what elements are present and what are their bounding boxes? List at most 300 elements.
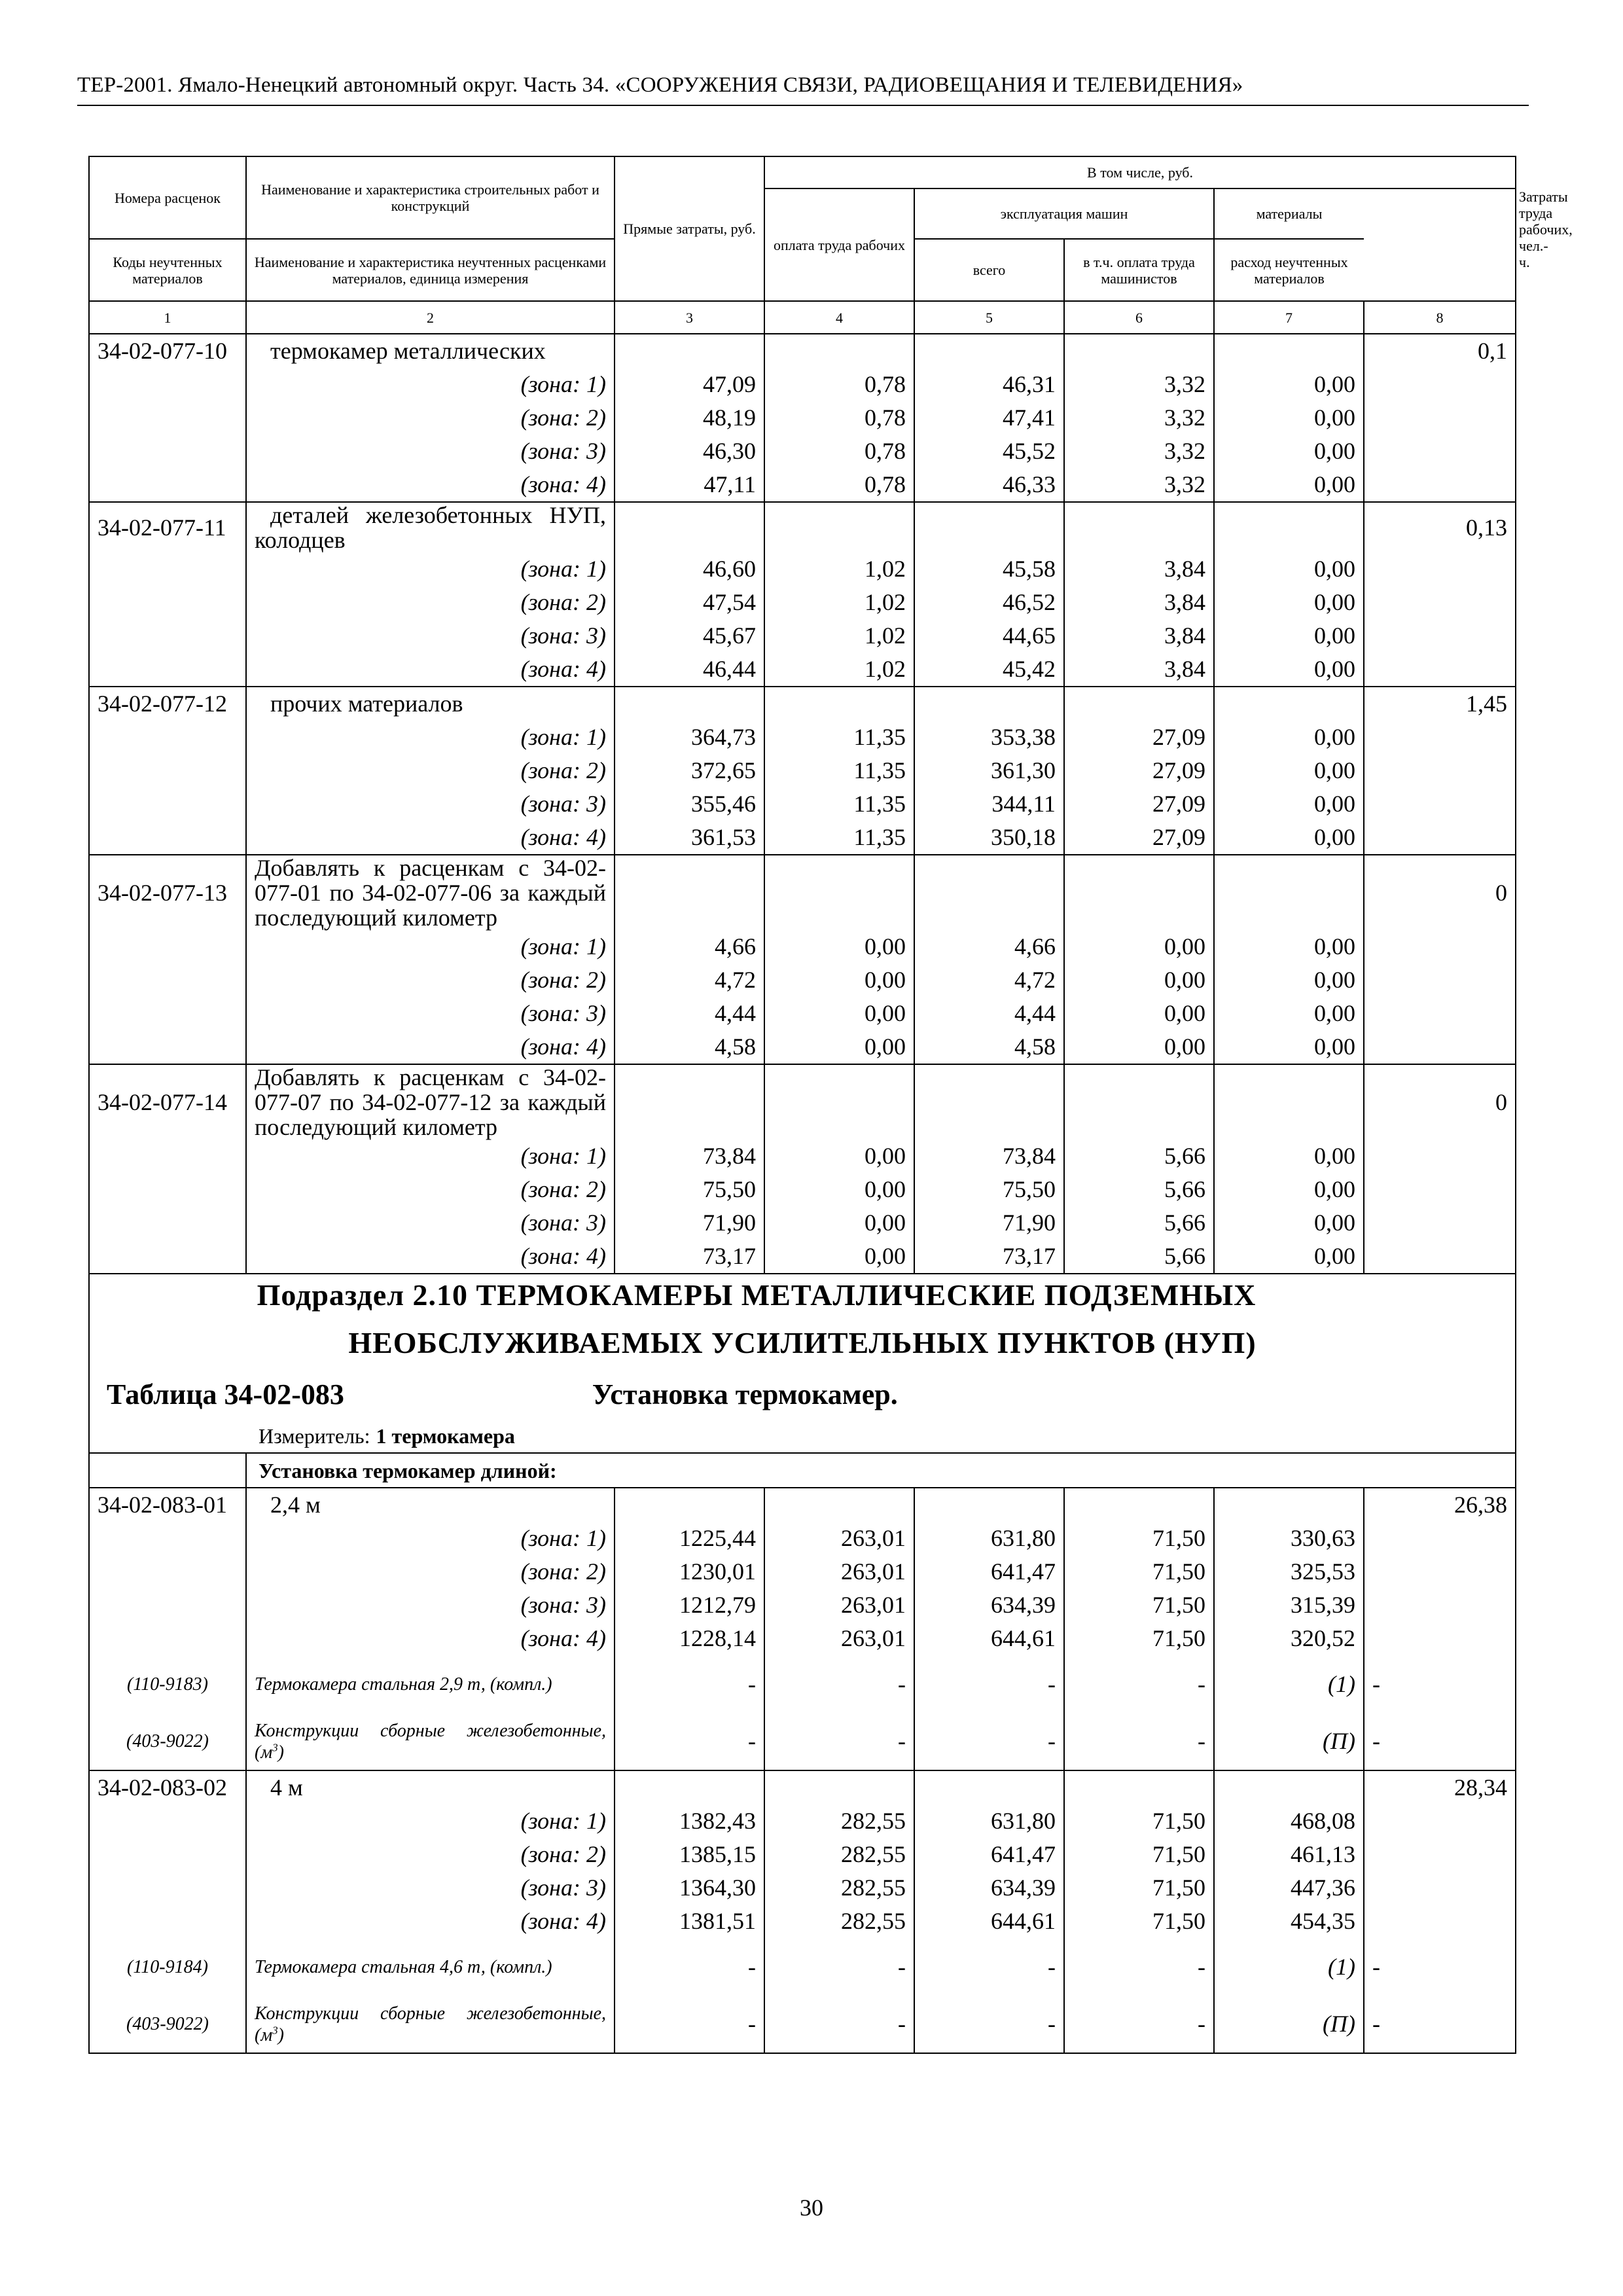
material-name <box>246 1938 615 1996</box>
unaccounted-material-row <box>89 1655 1516 1713</box>
zone-label: (зона: 1) <box>246 721 615 754</box>
zone-row <box>89 754 1516 787</box>
rate-row <box>89 334 1516 368</box>
zone-row <box>89 1905 1516 1938</box>
machine-total: 4,66 <box>914 930 1064 963</box>
materials-cost: 315,39 <box>1214 1588 1364 1622</box>
empty-cell <box>89 1030 246 1064</box>
rate-row <box>89 502 1516 552</box>
machinist-pay: 3,32 <box>1064 401 1214 435</box>
zone-label: (зона: 4) <box>246 653 615 687</box>
zone-row <box>89 1173 1516 1206</box>
zone-row <box>89 1240 1516 1274</box>
machine-total: 634,39 <box>914 1871 1064 1905</box>
direct-cost: 4,44 <box>615 997 764 1030</box>
empty-cell <box>89 1240 246 1274</box>
empty-cell <box>1364 1555 1516 1588</box>
zone-label: (зона: 4) <box>246 1240 615 1274</box>
material-code: (110-9183) <box>89 1655 246 1713</box>
direct-cost: 1228,14 <box>615 1622 764 1655</box>
direct-cost: 73,84 <box>615 1139 764 1173</box>
empty-cell <box>1214 855 1364 930</box>
machinist-pay: 5,66 <box>1064 1173 1214 1206</box>
material-quantity: (1) <box>1214 1655 1364 1713</box>
material-quantity: (П) <box>1214 1996 1364 2053</box>
zone-label: (зона: 4) <box>246 1905 615 1938</box>
worker-pay: 0,00 <box>764 963 914 997</box>
machinist-pay: 0,00 <box>1064 963 1214 997</box>
col-number: 1 <box>89 301 246 334</box>
empty-cell <box>89 552 246 586</box>
head-col5: всего <box>914 239 1064 301</box>
empty-cell <box>615 334 764 368</box>
worker-pay: 0,78 <box>764 435 914 468</box>
empty-cell <box>615 687 764 721</box>
empty-cell <box>1364 552 1516 586</box>
direct-cost: 1212,79 <box>615 1588 764 1622</box>
zone-row <box>89 619 1516 653</box>
meter-label: Измеритель: <box>259 1424 370 1448</box>
unaccounted-material-row <box>89 1713 1516 1770</box>
materials-cost: 0,00 <box>1214 401 1364 435</box>
material-code: (403-9022) <box>89 1713 246 1770</box>
empty-cell <box>1214 502 1364 552</box>
dash-cell: - <box>1064 1655 1214 1713</box>
machine-total: 350,18 <box>914 821 1064 855</box>
zone-row <box>89 1871 1516 1905</box>
materials-cost: 468,08 <box>1214 1804 1364 1838</box>
worker-pay: 263,01 <box>764 1588 914 1622</box>
machinist-pay: 27,09 <box>1064 821 1214 855</box>
zone-row <box>89 586 1516 619</box>
materials-cost: 0,00 <box>1214 435 1364 468</box>
empty-cell <box>764 334 914 368</box>
empty-cell <box>89 821 246 855</box>
empty-cell <box>89 1522 246 1555</box>
unit-exponent: 3 <box>272 1741 278 1754</box>
materials-cost: 0,00 <box>1214 1139 1364 1173</box>
empty-cell <box>1364 1240 1516 1274</box>
machinist-pay: 3,32 <box>1064 468 1214 502</box>
empty-cell <box>89 368 246 401</box>
empty-cell <box>764 687 914 721</box>
direct-cost: 1382,43 <box>615 1804 764 1838</box>
rate-row <box>89 687 1516 721</box>
empty-cell <box>89 997 246 1030</box>
head-col7: расход неучтенных материалов <box>1214 239 1364 301</box>
empty-cell <box>1064 334 1214 368</box>
worker-pay: 1,02 <box>764 653 914 687</box>
empty-cell <box>914 1064 1064 1139</box>
direct-cost: 48,19 <box>615 401 764 435</box>
rate-name: Добавлять к расценкам с 34-02-077-07 по 34-02-077-12 за каждый последующий километр <box>246 1064 615 1139</box>
head-col1b: Коды неучтенных материалов <box>89 239 246 301</box>
worker-pay: 0,78 <box>764 401 914 435</box>
direct-cost: 361,53 <box>615 821 764 855</box>
direct-cost: 73,17 <box>615 1240 764 1274</box>
material-name-text: Конструкции сборные железобетонные, (м <box>255 1720 606 1763</box>
head-col3: Прямые затраты, руб. <box>615 156 764 301</box>
rate-row <box>89 1488 1516 1522</box>
materials-cost: 0,00 <box>1214 1206 1364 1240</box>
head-col2a: Наименование и характеристика строительных работ и конструкций <box>246 156 615 239</box>
head-col2b: Наименование и характеристика неучтенных расценками материалов, единица измерения <box>246 239 615 301</box>
rate-code: 34-02-077-13 <box>89 855 246 930</box>
zone-label: (зона: 1) <box>246 930 615 963</box>
empty-cell <box>89 468 246 502</box>
zone-row <box>89 1622 1516 1655</box>
worker-pay: 0,00 <box>764 1240 914 1274</box>
empty-cell <box>89 653 246 687</box>
col-number: 6 <box>1064 301 1214 334</box>
empty-cell <box>914 1488 1064 1522</box>
machine-total: 45,52 <box>914 435 1064 468</box>
zone-row <box>89 1206 1516 1240</box>
dash-cell: - <box>1364 1713 1516 1770</box>
head-incl: В том числе, руб. <box>764 156 1516 188</box>
zone-label: (зона: 3) <box>246 435 615 468</box>
empty-cell <box>89 1804 246 1838</box>
machinist-pay: 71,50 <box>1064 1871 1214 1905</box>
zone-label: (зона: 4) <box>246 821 615 855</box>
direct-cost: 1385,15 <box>615 1838 764 1871</box>
zone-label: (зона: 4) <box>246 1622 615 1655</box>
worker-pay: 0,78 <box>764 468 914 502</box>
machine-total: 4,72 <box>914 963 1064 997</box>
empty-cell <box>1364 1173 1516 1206</box>
direct-cost: 71,90 <box>615 1206 764 1240</box>
material-name <box>246 1713 615 1770</box>
machine-total: 71,90 <box>914 1206 1064 1240</box>
empty-cell <box>89 1905 246 1938</box>
empty-cell <box>1214 334 1364 368</box>
col-number: 3 <box>615 301 764 334</box>
empty-cell <box>89 721 246 754</box>
zone-label: (зона: 3) <box>246 997 615 1030</box>
materials-cost: 0,00 <box>1214 552 1364 586</box>
zone-row <box>89 787 1516 821</box>
zone-row <box>89 653 1516 687</box>
table-caption: Установка термокамер. <box>592 1378 898 1410</box>
worker-pay: 1,02 <box>764 586 914 619</box>
material-name-text: Термокамера стальная 4,6 т, (компл.) <box>255 1956 552 1977</box>
empty-cell <box>1364 368 1516 401</box>
rate-code: 34-02-083-02 <box>89 1770 246 1804</box>
empty-cell <box>89 619 246 653</box>
direct-cost: 355,46 <box>615 787 764 821</box>
zone-row <box>89 997 1516 1030</box>
zone-row <box>89 435 1516 468</box>
rate-name: прочих материалов <box>246 687 615 721</box>
labor-cost: 0,13 <box>1364 502 1516 552</box>
machinist-pay: 0,00 <box>1064 1030 1214 1064</box>
zone-row <box>89 552 1516 586</box>
empty-cell <box>914 502 1064 552</box>
machinist-pay: 71,50 <box>1064 1622 1214 1655</box>
zone-label: (зона: 2) <box>246 1173 615 1206</box>
dash-cell: - <box>914 1996 1064 2053</box>
empty-cell <box>1064 1770 1214 1804</box>
machinist-pay: 71,50 <box>1064 1555 1214 1588</box>
empty-cell <box>1364 787 1516 821</box>
direct-cost: 1225,44 <box>615 1522 764 1555</box>
materials-cost: 454,35 <box>1214 1905 1364 1938</box>
machine-total: 46,33 <box>914 468 1064 502</box>
group-title: Установка термокамер длиной: <box>259 1459 557 1482</box>
empty-cell <box>764 855 914 930</box>
empty-cell <box>1064 855 1214 930</box>
col-number: 2 <box>246 301 615 334</box>
head-col1a: Номера расценок <box>89 156 246 239</box>
empty-cell <box>89 963 246 997</box>
unit-close: ) <box>277 1742 284 1763</box>
material-quantity: (1) <box>1214 1938 1364 1996</box>
machine-total: 644,61 <box>914 1905 1064 1938</box>
materials-cost: 0,00 <box>1214 586 1364 619</box>
machinist-pay: 3,84 <box>1064 552 1214 586</box>
worker-pay: 263,01 <box>764 1622 914 1655</box>
machinist-pay: 5,66 <box>1064 1206 1214 1240</box>
worker-pay: 1,02 <box>764 552 914 586</box>
empty-cell <box>1214 1488 1364 1522</box>
zone-row <box>89 1804 1516 1838</box>
worker-pay: 0,00 <box>764 1030 914 1064</box>
machine-total: 45,58 <box>914 552 1064 586</box>
worker-pay: 0,00 <box>764 997 914 1030</box>
materials-cost: 0,00 <box>1214 721 1364 754</box>
machine-total: 75,50 <box>914 1173 1064 1206</box>
empty-cell <box>615 855 764 930</box>
dash-cell: - <box>1064 1938 1214 1996</box>
direct-cost: 4,58 <box>615 1030 764 1064</box>
machine-total: 634,39 <box>914 1588 1064 1622</box>
machine-total: 361,30 <box>914 754 1064 787</box>
unit-close: ) <box>277 2024 284 2045</box>
machine-total: 631,80 <box>914 1522 1064 1555</box>
dash-cell: - <box>615 1713 764 1770</box>
materials-cost: 447,36 <box>1214 1871 1364 1905</box>
labor-cost: 0 <box>1364 1064 1516 1139</box>
dash-cell: - <box>764 1938 914 1996</box>
empty-cell <box>1364 1206 1516 1240</box>
material-name-text: Термокамера стальная 2,9 т, (компл.) <box>255 1674 552 1695</box>
direct-cost: 4,66 <box>615 930 764 963</box>
empty-cell <box>1064 687 1214 721</box>
zone-label: (зона: 2) <box>246 401 615 435</box>
worker-pay: 282,55 <box>764 1804 914 1838</box>
machine-total: 73,17 <box>914 1240 1064 1274</box>
empty-cell <box>1064 1064 1214 1139</box>
empty-cell <box>1214 687 1364 721</box>
rate-name: 4 м <box>246 1770 615 1804</box>
empty-cell <box>89 586 246 619</box>
col-number: 4 <box>764 301 914 334</box>
empty-cell <box>89 1871 246 1905</box>
empty-cell <box>89 1555 246 1588</box>
machinist-pay: 71,50 <box>1064 1522 1214 1555</box>
rate-name: термокамер металлических <box>246 334 615 368</box>
price-table <box>88 156 1573 2054</box>
zone-label: (зона: 3) <box>246 1588 615 1622</box>
table-head: Номера расценок Наименование и характеристика строительных работ и конструкций Прямые затраты, руб. В том числе, руб. Затраты труда рабочих, чел.-ч. оплата труда рабочих эксплуатация машин материалы Коды неучтенных материалов Наименование и характеристика неучтенных расценками материалов, единица измерения всего в т.ч. оплата труда машинистов расход неучтенных материалов 1 2 3 4 5 6 7 8 <box>89 156 1516 334</box>
direct-cost: 46,30 <box>615 435 764 468</box>
materials-cost: 0,00 <box>1214 963 1364 997</box>
worker-pay: 11,35 <box>764 787 914 821</box>
empty-cell <box>1364 997 1516 1030</box>
empty-cell <box>89 401 246 435</box>
machine-total: 631,80 <box>914 1804 1064 1838</box>
machinist-pay: 71,50 <box>1064 1905 1214 1938</box>
zone-label: (зона: 4) <box>246 468 615 502</box>
dash-cell: - <box>764 1713 914 1770</box>
col-number: 5 <box>914 301 1064 334</box>
material-quantity: (П) <box>1214 1713 1364 1770</box>
material-name <box>246 1996 615 2053</box>
materials-cost: 325,53 <box>1214 1555 1364 1588</box>
empty-cell <box>89 754 246 787</box>
head-col6: в т.ч. оплата труда машинистов <box>1064 239 1214 301</box>
materials-cost: 0,00 <box>1214 1173 1364 1206</box>
direct-cost: 47,09 <box>615 368 764 401</box>
machinist-pay: 0,00 <box>1064 930 1214 963</box>
empty-cell <box>89 1622 246 1655</box>
col-number: 8 <box>1364 301 1516 334</box>
meter-value: 1 термокамера <box>376 1424 515 1448</box>
machinist-pay: 71,50 <box>1064 1588 1214 1622</box>
empty-cell <box>1214 1770 1364 1804</box>
empty-cell <box>1364 963 1516 997</box>
worker-pay: 11,35 <box>764 754 914 787</box>
empty-cell <box>615 1064 764 1139</box>
section-title-line2: НЕОБСЛУЖИВАЕМЫХ УСИЛИТЕЛЬНЫХ ПУНКТОВ (НУП) <box>348 1326 1257 1359</box>
dash-cell: - <box>615 1655 764 1713</box>
dash-cell: - <box>1364 1938 1516 1996</box>
worker-pay: 0,78 <box>764 368 914 401</box>
empty-cell <box>1364 1522 1516 1555</box>
empty-cell <box>1364 1905 1516 1938</box>
dash-cell: - <box>1364 1655 1516 1713</box>
direct-cost: 4,72 <box>615 963 764 997</box>
zone-label: (зона: 1) <box>246 1139 615 1173</box>
empty-cell <box>1364 1139 1516 1173</box>
zone-row <box>89 1030 1516 1064</box>
empty-cell <box>1364 754 1516 787</box>
direct-cost: 46,44 <box>615 653 764 687</box>
dash-cell: - <box>1364 1996 1516 2053</box>
empty-cell <box>1364 586 1516 619</box>
rate-name: Добавлять к расценкам с 34-02-077-01 по 34-02-077-06 за каждый последующий километр <box>246 855 615 930</box>
machinist-pay: 71,50 <box>1064 1838 1214 1871</box>
materials-cost: 0,00 <box>1214 368 1364 401</box>
empty-cell <box>1364 1030 1516 1064</box>
zone-label: (зона: 2) <box>246 586 615 619</box>
empty-cell <box>1064 502 1214 552</box>
direct-cost: 372,65 <box>615 754 764 787</box>
column-numbers-row <box>89 301 1516 334</box>
rate-code: 34-02-077-14 <box>89 1064 246 1139</box>
zone-row <box>89 1555 1516 1588</box>
worker-pay: 0,00 <box>764 1139 914 1173</box>
dash-cell: - <box>1064 1713 1214 1770</box>
material-name <box>246 1655 615 1713</box>
head-col4: оплата труда рабочих <box>764 188 914 301</box>
empty-cell <box>1364 619 1516 653</box>
direct-cost: 45,67 <box>615 619 764 653</box>
zone-row <box>89 1522 1516 1555</box>
rate-code: 34-02-077-12 <box>89 687 246 721</box>
labor-cost: 26,38 <box>1364 1488 1516 1522</box>
machine-total: 73,84 <box>914 1139 1064 1173</box>
machinist-pay: 27,09 <box>1064 754 1214 787</box>
empty-cell <box>1364 1622 1516 1655</box>
direct-cost: 1364,30 <box>615 1871 764 1905</box>
empty-cell <box>764 1770 914 1804</box>
empty-cell <box>615 1770 764 1804</box>
rate-code: 34-02-077-11 <box>89 502 246 552</box>
zone-label: (зона: 1) <box>246 368 615 401</box>
zone-row <box>89 401 1516 435</box>
machinist-pay: 3,32 <box>1064 435 1214 468</box>
machine-total: 641,47 <box>914 1838 1064 1871</box>
zone-label: (зона: 3) <box>246 1206 615 1240</box>
section-block <box>89 1274 1516 1488</box>
machinist-pay: 3,84 <box>1064 619 1214 653</box>
rate-name: деталей железобетонных НУП, колодцев <box>246 502 615 552</box>
empty-cell <box>1364 653 1516 687</box>
empty-cell <box>1364 821 1516 855</box>
empty-cell <box>914 334 1064 368</box>
zone-row <box>89 963 1516 997</box>
materials-cost: 0,00 <box>1214 930 1364 963</box>
materials-cost: 330,63 <box>1214 1522 1364 1555</box>
worker-pay: 11,35 <box>764 821 914 855</box>
machinist-pay: 0,00 <box>1064 997 1214 1030</box>
machine-total: 353,38 <box>914 721 1064 754</box>
worker-pay: 0,00 <box>764 1173 914 1206</box>
machine-total: 644,61 <box>914 1622 1064 1655</box>
empty-cell <box>914 687 1064 721</box>
rate-code: 34-02-077-10 <box>89 334 246 368</box>
empty-cell <box>89 1588 246 1622</box>
empty-cell <box>764 1488 914 1522</box>
machine-total: 641,47 <box>914 1555 1064 1588</box>
labor-cost: 1,45 <box>1364 687 1516 721</box>
materials-cost: 0,00 <box>1214 997 1364 1030</box>
unaccounted-material-row <box>89 1996 1516 2053</box>
zone-row <box>89 368 1516 401</box>
empty-cell <box>1364 468 1516 502</box>
materials-cost: 0,00 <box>1214 468 1364 502</box>
worker-pay: 282,55 <box>764 1871 914 1905</box>
machinist-pay: 5,66 <box>1064 1240 1214 1274</box>
worker-pay: 11,35 <box>764 721 914 754</box>
header-rule <box>77 105 1529 106</box>
empty-cell <box>1364 1871 1516 1905</box>
materials-cost: 0,00 <box>1214 1240 1364 1274</box>
materials-cost: 0,00 <box>1214 619 1364 653</box>
machine-total: 44,65 <box>914 619 1064 653</box>
rate-row <box>89 1064 1516 1139</box>
empty-cell <box>89 435 246 468</box>
labor-cost: 28,34 <box>1364 1770 1516 1804</box>
zone-label: (зона: 2) <box>246 963 615 997</box>
machine-total: 46,52 <box>914 586 1064 619</box>
dash-cell: - <box>764 1996 914 2053</box>
zone-label: (зона: 3) <box>246 1871 615 1905</box>
empty-cell <box>89 1838 246 1871</box>
empty-cell <box>1364 401 1516 435</box>
material-name-text: Конструкции сборные железобетонные, (м <box>255 2003 606 2045</box>
